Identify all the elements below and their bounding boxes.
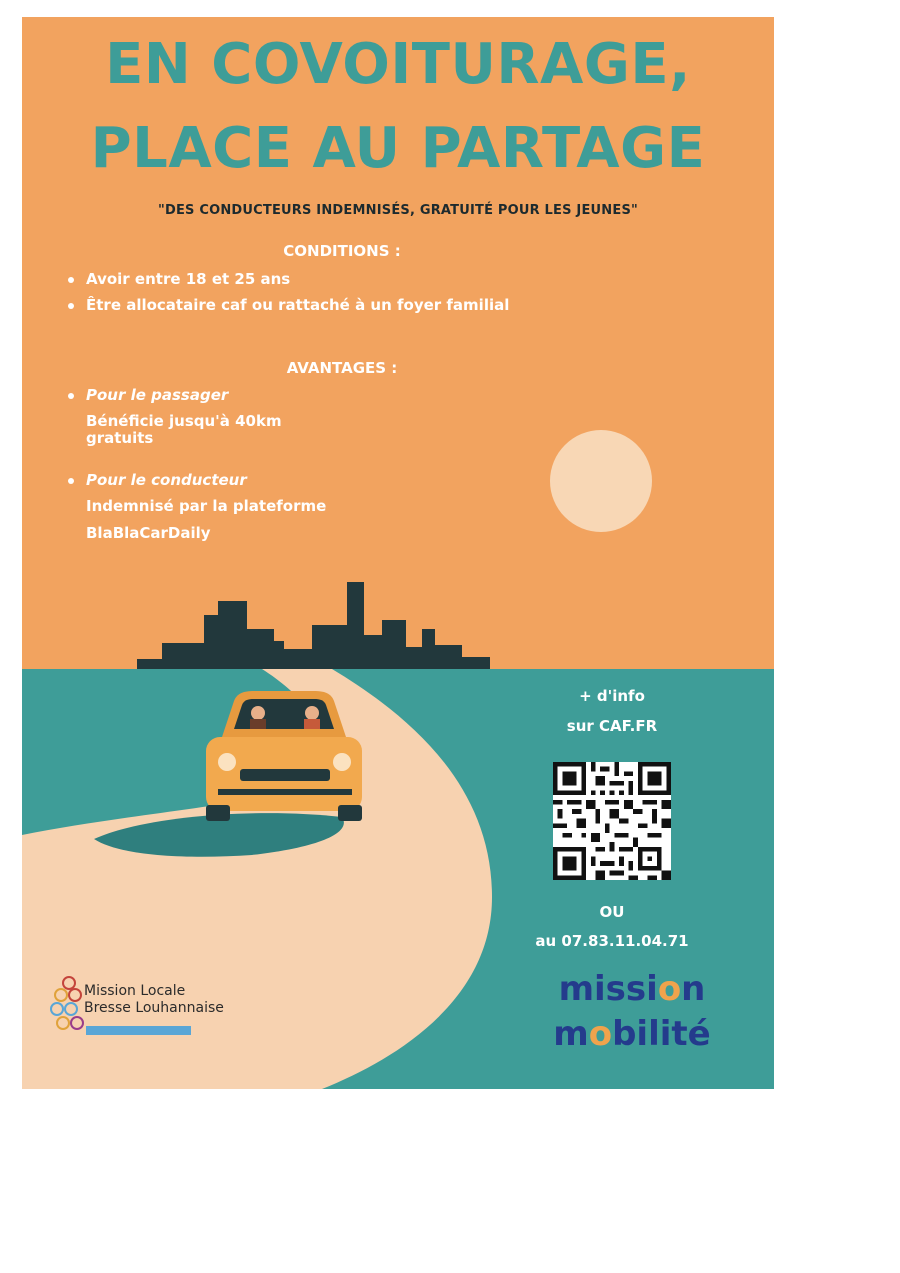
- mission-mobilite-logo-line-1: mission: [558, 969, 706, 1009]
- mission-locale-line-2: Bresse Louhannaise: [84, 999, 224, 1016]
- info-line-1: + d'info: [579, 687, 645, 705]
- subtitle: "DES CONDUCTEURS INDEMNISÉS, GRATUITÉ POUR LES JEUNES": [158, 203, 638, 218]
- city-skyline: [137, 582, 490, 669]
- bullet-icon: [68, 478, 74, 484]
- mission-locale-bar: [86, 1026, 191, 1035]
- avantage-desc: BlaBlaCarDaily: [86, 524, 211, 543]
- title-line-1: EN COVOITURAGE,: [105, 32, 691, 97]
- conditions-heading: CONDITIONS :: [283, 242, 401, 260]
- avantages-heading: AVANTAGES :: [286, 359, 398, 377]
- mission-locale-line-1: Mission Locale: [84, 983, 186, 999]
- list-item: [66, 386, 326, 447]
- avantage-desc: gratuits: [86, 429, 154, 447]
- avantage-desc: Bénéficie jusqu'à 40km: [86, 411, 282, 430]
- condition-text: Être allocataire caf ou rattaché à un foyer familial: [86, 295, 510, 314]
- list-item: [66, 270, 509, 289]
- info-link-caf[interactable]: sur CAF.FR: [566, 717, 658, 735]
- or-label: OU: [599, 903, 625, 921]
- condition-text: Avoir entre 18 et 25 ans: [86, 270, 291, 288]
- bullet-icon: [68, 393, 74, 399]
- phone-number[interactable]: au 07.83.11.04.71: [535, 932, 689, 950]
- avantage-who: Pour le passager: [86, 386, 229, 404]
- title-line-2: PLACE AU PARTAGE: [90, 116, 706, 181]
- avantage-who: Pour le conducteur: [86, 471, 247, 490]
- sun-shape: [550, 430, 652, 532]
- avantage-desc: Indemnisé par la plateforme: [86, 497, 327, 515]
- list-item: [66, 471, 326, 542]
- qr-code[interactable]: [553, 762, 671, 880]
- avantages-list: [66, 386, 326, 567]
- conditions-list: [66, 270, 509, 322]
- mission-locale-name: [84, 983, 224, 1017]
- bullet-icon: [68, 303, 74, 309]
- mission-mobilite-logo-line-2: mobilité: [553, 1014, 711, 1054]
- poster: [22, 17, 774, 1089]
- list-item: [66, 296, 509, 315]
- bullet-icon: [68, 277, 74, 283]
